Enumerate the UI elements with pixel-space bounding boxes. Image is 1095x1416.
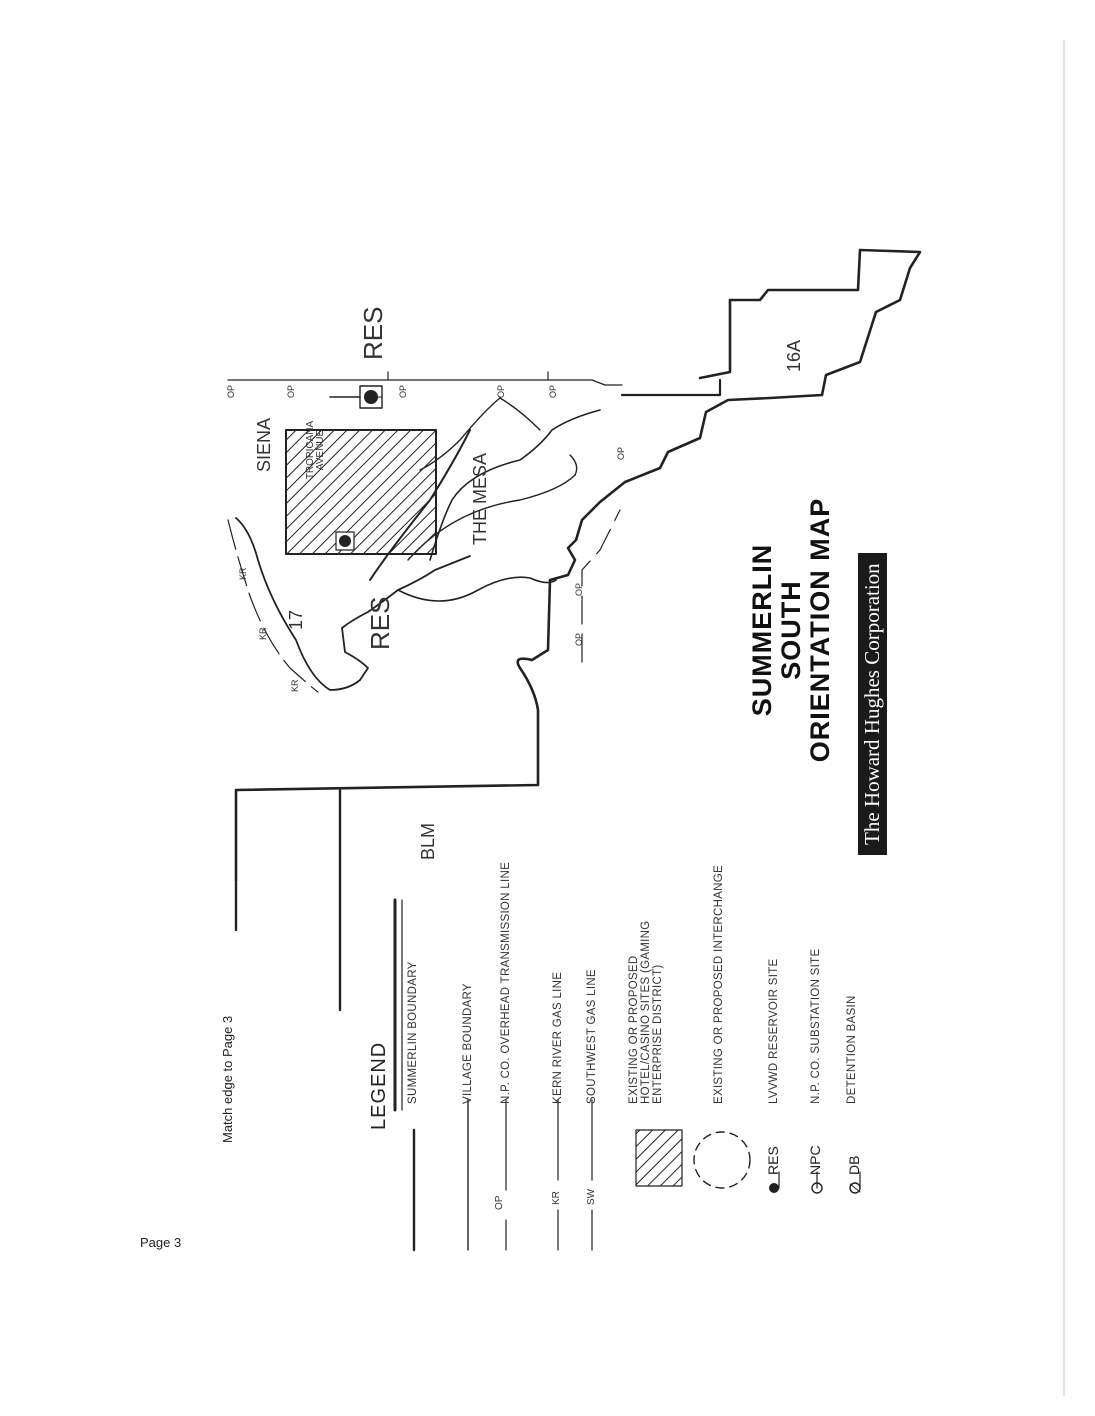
line-code-op: OP (548, 384, 558, 398)
line-code-op: OP (286, 384, 296, 398)
map-title-line2: SOUTH (776, 580, 806, 680)
legend-label-npc: N.P. CO. SUBSTATION SITE (810, 948, 822, 1104)
legend-label-hotel-casino: EXISTING OR PROPOSED HOTEL/CASINO SITES (GAMING ENTERPRISE DISTRICT) (628, 920, 664, 1104)
legend-res-dot (769, 1183, 779, 1193)
legend-label-sw: SOUTHWEST GAS LINE (586, 969, 598, 1104)
legend-heading: LEGEND (368, 1041, 390, 1130)
legend-label-db: DETENTION BASIN (846, 995, 858, 1104)
map-label-siena: SIENA (254, 417, 274, 472)
line-code-op: OP (574, 632, 584, 646)
page-number: Page 3 (140, 1235, 182, 1250)
mesa-road-3 (500, 398, 540, 430)
legend-interchange-circle (694, 1132, 750, 1188)
corporation-logo-bar: The Howard Hughes Corporation (858, 553, 887, 855)
line-code-kr: KR (238, 567, 248, 580)
line-code-op: OP (398, 384, 408, 398)
legend-code-sw: SW (586, 1188, 597, 1205)
legend-label-village-boundary: VILLAGE BOUNDARY (462, 983, 474, 1104)
legend-label-summerlin-boundary: SUMMERLIN BOUNDARY (407, 961, 419, 1104)
map-label-res-left: RES (365, 596, 395, 650)
map-label-res-right: RES (358, 306, 388, 360)
legend-label-interchange: EXISTING OR PROPOSED INTERCHANGE (713, 865, 725, 1104)
map-label-16a: 16A (784, 339, 804, 372)
map-label-village-17: 17 (286, 609, 306, 630)
line-code-op: OP (574, 582, 584, 596)
line-code-kr: KR (290, 679, 300, 692)
legend-label-op: N.P. CO. OVERHEAD TRANSMISSION LINE (500, 861, 512, 1104)
legend-code-db: DB (846, 1155, 862, 1175)
map-title-line3: ORIENTATION MAP (805, 497, 835, 763)
legend-label-res: LVVWD RESERVOIR SITE (768, 958, 780, 1104)
line-code-kr: KR (258, 627, 268, 640)
map-title-line1: SUMMERLIN (747, 543, 777, 717)
legend-code-npc: NPC (807, 1145, 823, 1175)
map-res-site-left (339, 535, 351, 547)
village-17-boundary-b (398, 577, 556, 601)
mesa-boundary (430, 410, 600, 560)
line-code-op: OP (616, 446, 626, 460)
legend-code-kr: KR (551, 1191, 562, 1205)
mesa-road-2 (570, 455, 577, 475)
line-code-op: OP (226, 384, 236, 398)
legend-label-kr: KERN RIVER GAS LINE (552, 971, 564, 1104)
boundary-right-column (622, 380, 720, 395)
op-line-horizontal (582, 510, 620, 662)
legend-code-res: RES (765, 1146, 781, 1175)
map-label-blm: BLM (418, 822, 438, 860)
legend-hatch-sample (636, 1130, 682, 1186)
map-title (748, 490, 835, 770)
map-label-the-mesa: THE MESA (470, 452, 490, 545)
line-code-op: OP (496, 384, 506, 398)
match-edge-note: Match edge to Page 3 (220, 1015, 235, 1143)
map-label-tropicana: TROPICANA AVENUE (305, 420, 326, 480)
legend-code-op: OP (494, 1195, 505, 1210)
